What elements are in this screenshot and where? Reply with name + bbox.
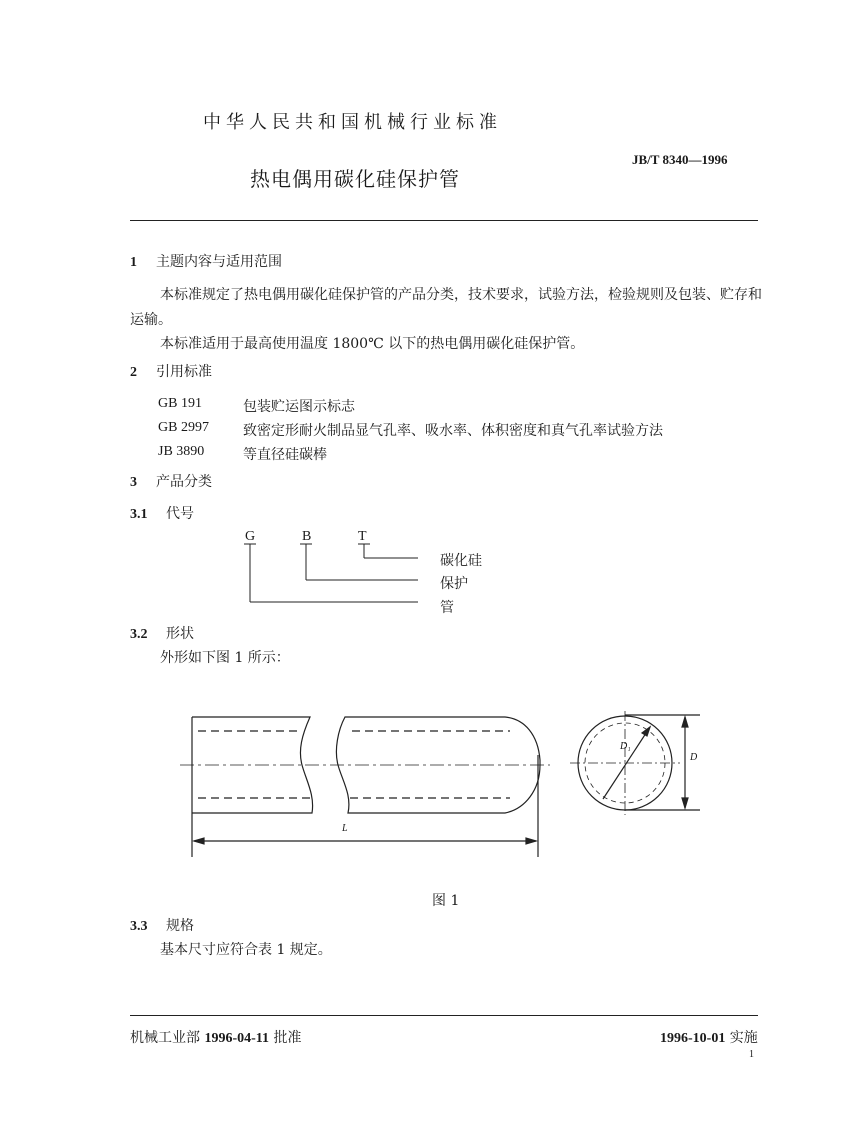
ref-code: JB 3890: [158, 444, 205, 459]
ref-code: GB 2997: [158, 420, 209, 435]
ref-name: 等直径硅碳棒: [243, 447, 327, 463]
issuing-body: 中华人民共和国机械行业标准: [203, 112, 502, 133]
effective-date: 1996-10-01: [660, 1031, 726, 1046]
section-title: 引用标准: [156, 364, 212, 380]
code-letter-t: T: [358, 529, 367, 544]
code-letter-g: G: [245, 529, 256, 544]
section-number: 3.2: [130, 627, 148, 642]
section-number: 1: [130, 255, 137, 270]
ref-code: GB 191: [158, 396, 202, 411]
page-number: 1: [749, 1049, 754, 1060]
approval-word: 批准: [273, 1030, 302, 1046]
ref-name: 致密定形耐火制品显气孔率、吸水率、体积密度和真气孔率试验方法: [243, 423, 663, 439]
dimension-label-d1: D₁: [620, 741, 631, 752]
section-number: 3: [130, 475, 137, 490]
standard-code: JB/T 8340—1996: [632, 152, 728, 167]
section-title: 形状: [166, 626, 194, 642]
paragraph: 基本尺寸应符合表 1 规定。: [160, 942, 332, 958]
code-label-tube: 管: [440, 600, 454, 616]
dimension-label-d: D: [690, 752, 698, 763]
code-letter-b: B: [302, 529, 312, 544]
section-title: 产品分类: [156, 474, 212, 490]
standard-title: 热电偶用碳化硅保护管: [250, 167, 460, 191]
section-number: 2: [130, 365, 137, 380]
paragraph: 本标准适用于最高使用温度 1800℃ 以下的热电偶用碳化硅保护管。: [160, 336, 585, 352]
paragraph: 本标准规定了热电偶用碳化硅保护管的产品分类，技术要求，试验方法，检验规则及包装、贮存和: [160, 287, 762, 303]
approval-line: [130, 1027, 301, 1047]
section-title: 主题内容与适用范围: [156, 254, 282, 270]
section-title: 代号: [166, 506, 194, 522]
effective-line: [660, 1027, 758, 1047]
paragraph: 运输。: [130, 312, 172, 328]
section-number: 3.1: [130, 507, 148, 522]
section-3-3-heading: [130, 915, 194, 935]
section-number: 3.3: [130, 919, 148, 934]
figure-caption: 图 1: [432, 893, 460, 909]
approval-date: 1996-04-11: [204, 1031, 270, 1046]
footer-rule: [130, 1015, 758, 1016]
tube-drawing: [170, 705, 710, 865]
ref-name: 包装贮运图示标志: [243, 399, 355, 415]
section-3-2-heading: [130, 623, 194, 643]
dimension-label-l: L: [342, 823, 348, 834]
approval-org: 机械工业部: [130, 1030, 200, 1046]
paragraph: 外形如下图 1 所示：: [160, 650, 290, 666]
code-label-protection: 保护: [440, 576, 468, 592]
effective-word: 实施: [729, 1030, 758, 1046]
section-title: 规格: [166, 918, 194, 934]
code-label-sic: 碳化硅: [440, 553, 482, 569]
